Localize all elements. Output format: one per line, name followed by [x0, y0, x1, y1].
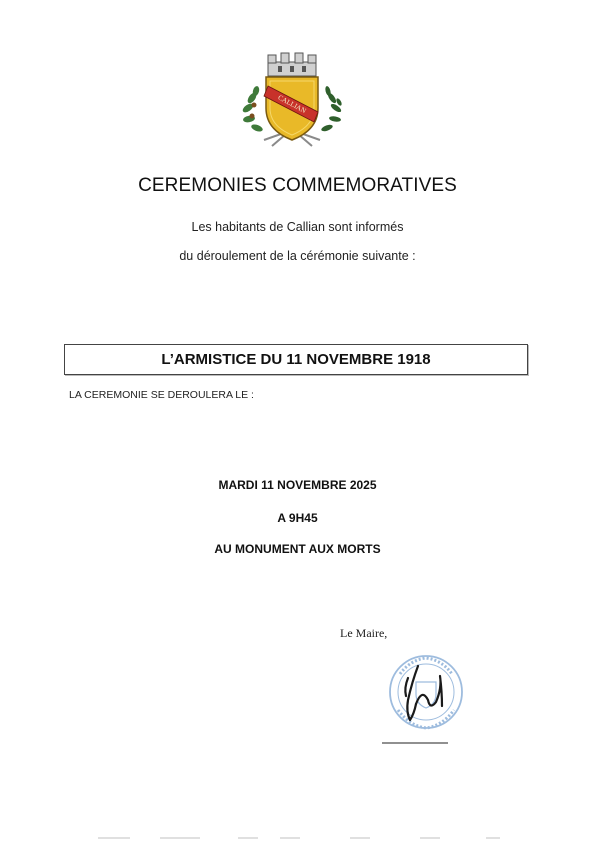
crest-banner-text: CALLIAN — [276, 93, 308, 115]
event-title: L’ARMISTICE DU 11 NOVEMBRE 1918 — [161, 351, 431, 368]
laurel-left-icon — [241, 85, 263, 132]
coat-of-arms-icon — [238, 50, 346, 154]
laurel-right-icon — [320, 86, 342, 133]
ceremony-place: AU MONUMENT AUX MORTS — [214, 542, 381, 556]
ceremony-time: A 9H45 — [277, 511, 318, 525]
intro-line-2: du déroulement de la cérémonie suivante : — [179, 249, 416, 263]
ceremony-date: MARDI 11 NOVEMBRE 2025 — [218, 478, 377, 492]
scan-edge-marks — [0, 833, 595, 841]
signature-block — [376, 648, 472, 748]
ceremony-lead-text: LA CEREMONIE SE DEROULERA LE : — [69, 389, 254, 401]
signer-label: Le Maire, — [340, 626, 388, 640]
mayor-seal-icon — [390, 656, 462, 728]
event-title-box — [64, 344, 528, 375]
mural-crown-icon — [268, 53, 316, 76]
intro-line-1: Les habitants de Callian sont informés — [191, 220, 404, 234]
page-title: CEREMONIES COMMEMORATIVES — [138, 175, 457, 196]
